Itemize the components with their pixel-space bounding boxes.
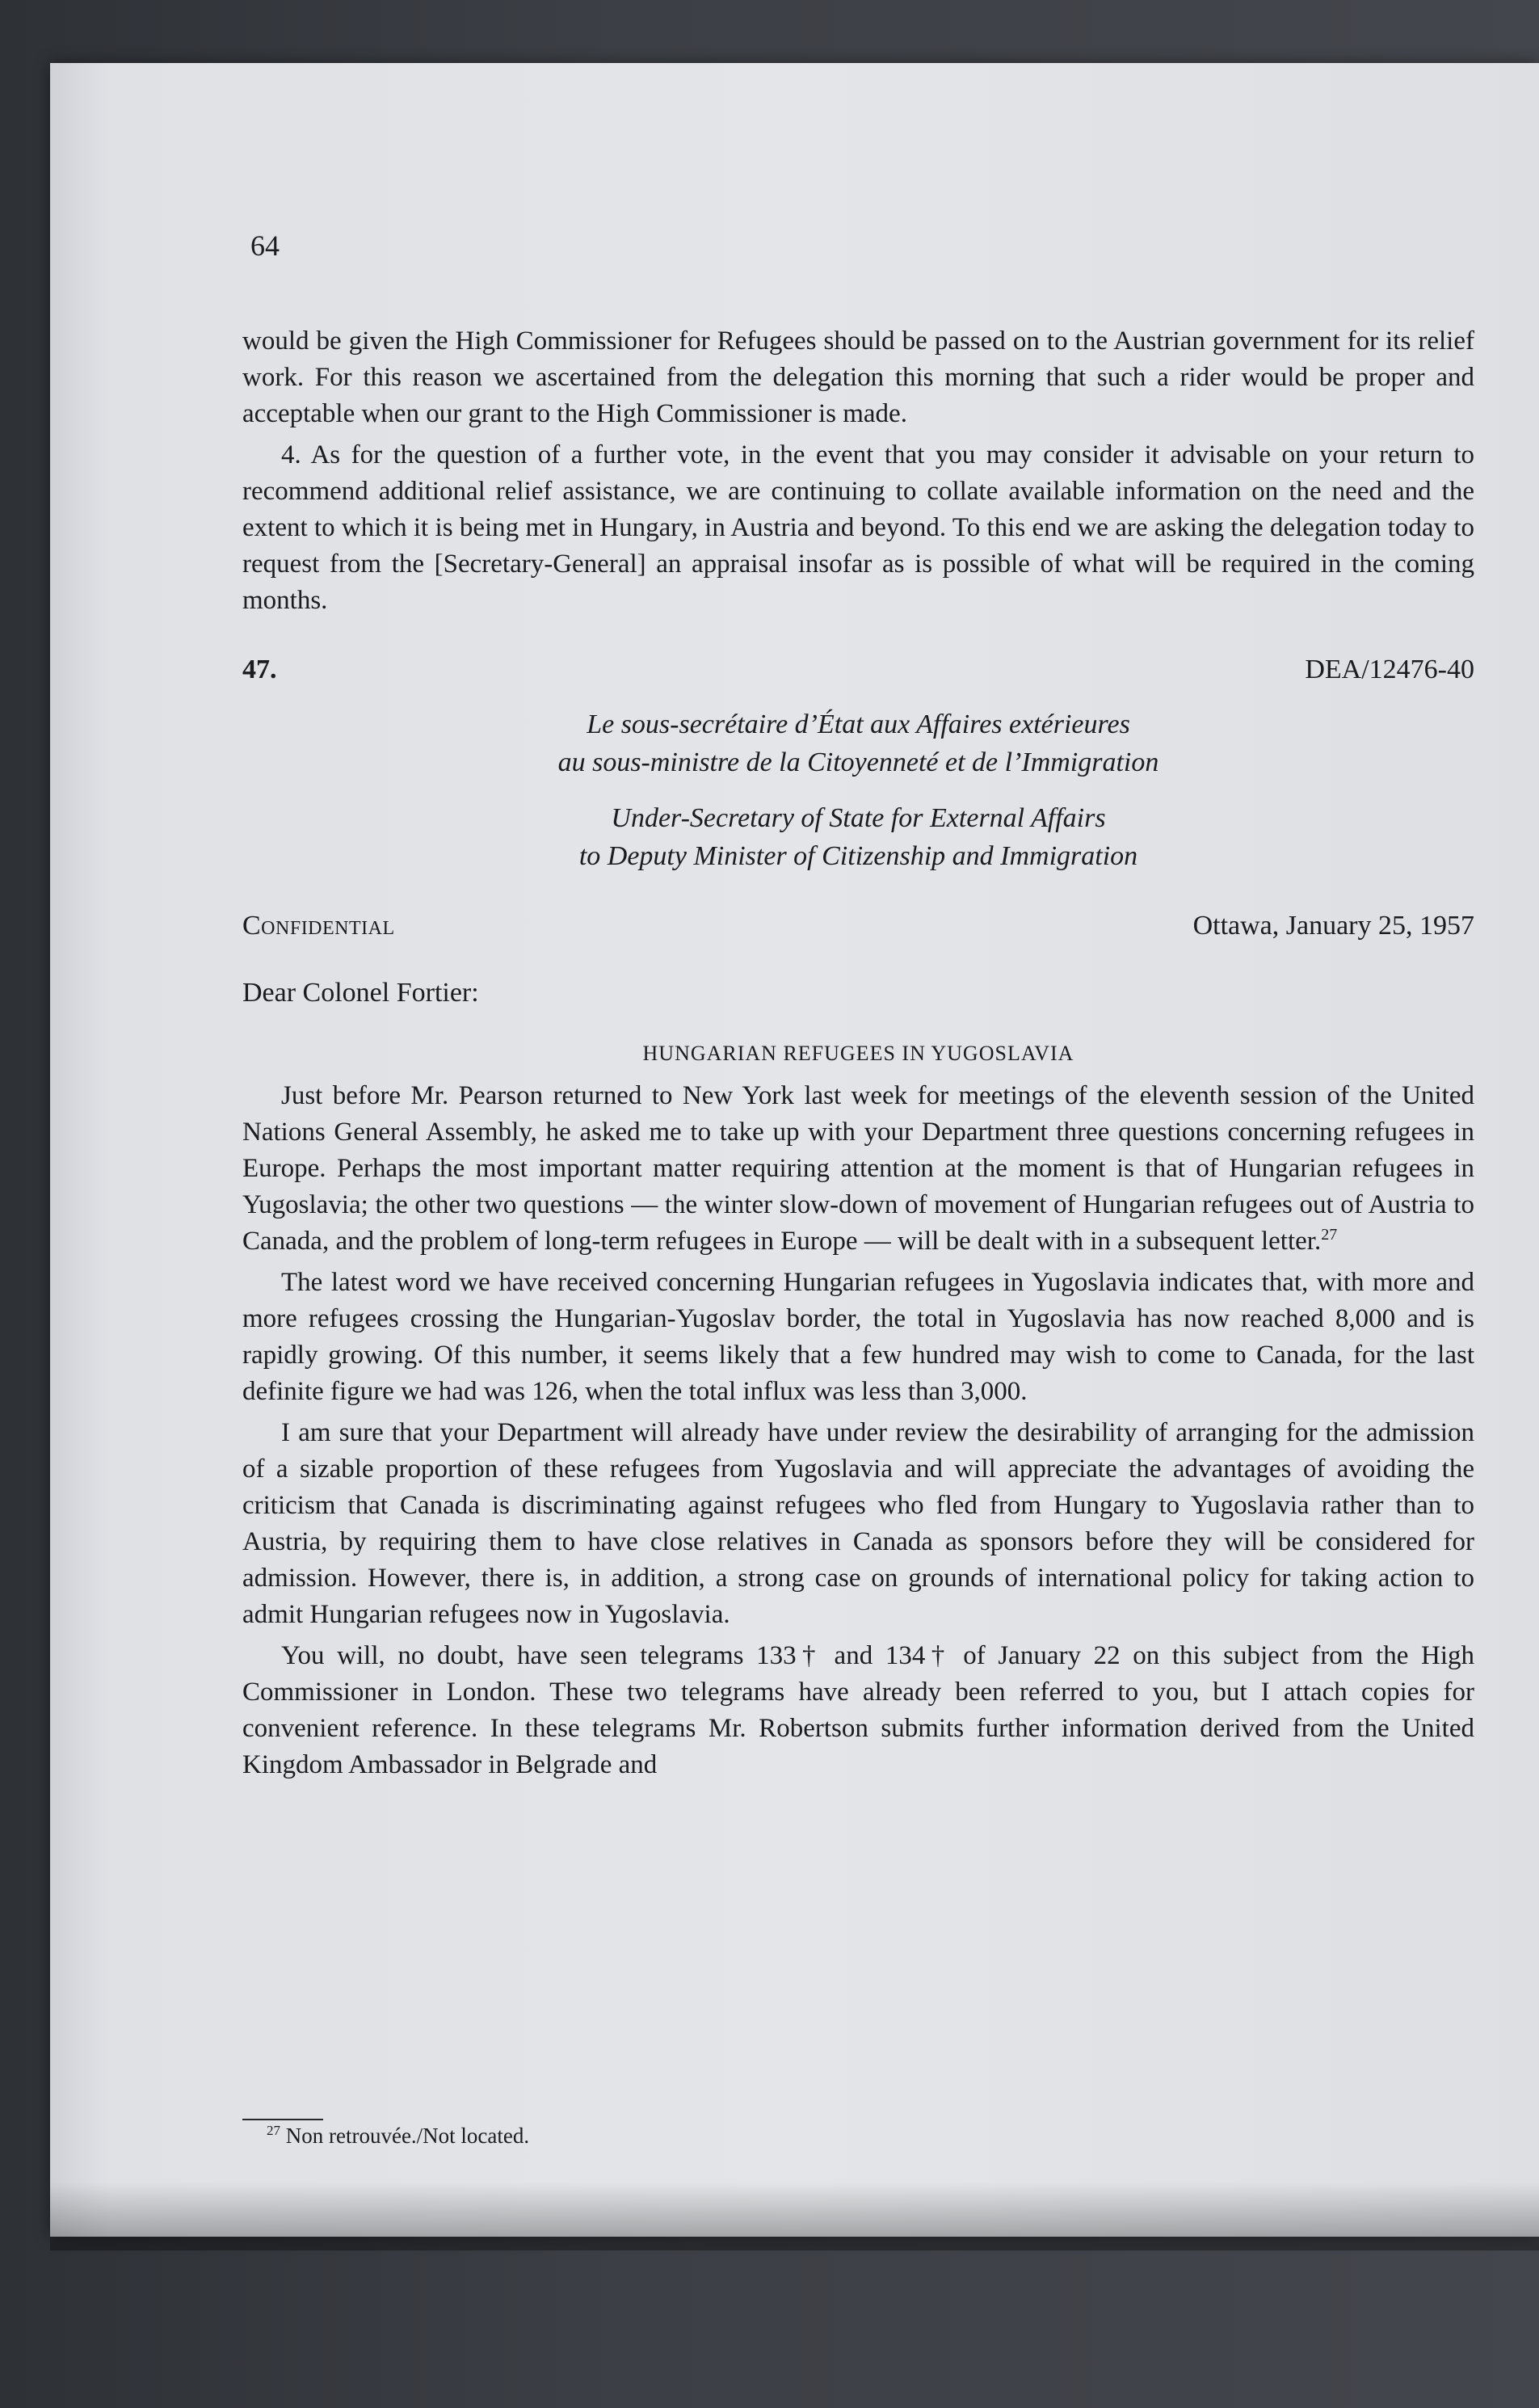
footnote xyxy=(267,2124,529,2149)
footnote-text: Non retrouvée./Not located. xyxy=(285,2124,530,2148)
letter-paragraph-3: I am sure that your Department will already have under review the desirability of arranging for the admission of a sizable proportion of these refugees from Yugoslavia and will appreciate the advantages of avoiding the criticism that Canada is discriminating against refugees who fled from Hungary to Yugoslavia rather than to Austria, by requiring them to have close relatives in Canada as sponsors before they will be considered for admission. However, there is, in addition, a strong case on grounds of international policy for taking action to admit Hungarian refugees now in Yugoslavia. xyxy=(242,1418,1474,1629)
letter-paragraph-1-text: Just before Mr. Pearson returned to New York last week for meetings of the eleventh session of the United Nations General Assembly, he asked me to take up with your Department three questions concerning refugees in Europe. Perhaps the most important matter requiring attention at the moment is that of Hungarian refugees in Yugoslavia; the other two questions — the winter slow-down of movement of Hungarian refugees out of Austria to Canada, and the problem of long-term refugees in Europe — will be dealt with in a subsequent letter. xyxy=(242,1081,1474,1256)
document-reference: DEA/12476-40 xyxy=(1305,655,1474,684)
french-from: Le sous-secrétaire d’État aux Affaires extérieures xyxy=(587,709,1130,739)
place-date: Ottawa, January 25, 1957 xyxy=(1192,911,1474,941)
english-from: Under-Secretary of State for External Affairs xyxy=(611,803,1106,833)
document-number: 47. xyxy=(242,655,277,684)
page-body xyxy=(242,323,1474,1783)
continuation-paragraph-1: would be given the High Commissioner for Refugees should be passed on to the Austrian government for its relief work. For this reason we ascertained from the delegation this morning that such a rider would be proper and acceptable when our grant to the High Commissioner is made. xyxy=(242,326,1474,428)
classification: Confidential xyxy=(242,911,395,941)
addressee-french xyxy=(242,705,1474,781)
letter-paragraph-2: The latest word we have received concerning Hungarian refugees in Yugoslavia indicates that, with more and more refugees crossing the Hungarian-Yugoslav border, the total in Yugoslavia has now reached 8,000 and is rapidly growing. Of this number, it seems likely that a few hundred may wish to come to Canada, for the last definite figure we had was 126, when the total influx was less than 3,000. xyxy=(242,1268,1474,1406)
addressee-english xyxy=(242,799,1474,875)
subject-heading: HUNGARIAN REFUGEES IN YUGOSLAVIA xyxy=(642,1042,1074,1065)
document-header xyxy=(242,651,1474,688)
footnote-rule xyxy=(242,2119,323,2120)
salutation: Dear Colonel Fortier: xyxy=(242,978,479,1008)
letter-paragraph-1 xyxy=(242,1078,1474,1260)
page-number: 64 xyxy=(250,229,280,262)
classification-row xyxy=(242,907,1474,944)
letter-paragraph-4: You will, no doubt, have seen telegrams 133† and 134† of January 22 on this subject from the High Commissioner in London. These two telegrams have already been referred to you, but I attach copies for convenient reference. In these telegrams Mr. Robertson submits further information derived from the United Kingdom Ambassador in Belgrade and xyxy=(242,1641,1474,1779)
page-bottom-shadow xyxy=(50,2182,1539,2250)
english-to: to Deputy Minister of Citizenship and Immigration xyxy=(578,841,1138,871)
continuation-paragraph-2: 4. As for the question of a further vote, in the event that you may consider it advisable on your return to recommend additional relief assistance, we are continuing to collate available information on the need and the extent to which it is being met in Hungary, in Austria and beyond. To this end we are asking the delegation today to request from the [Secretary-General] an appraisal insofar as is possible of what will be required in the coming months. xyxy=(242,440,1474,615)
footnote-marker: 27 xyxy=(267,2123,280,2138)
footnote-reference: 27 xyxy=(1321,1226,1338,1244)
french-to: au sous-ministre de la Citoyenneté et de l’Immigration xyxy=(557,747,1159,777)
